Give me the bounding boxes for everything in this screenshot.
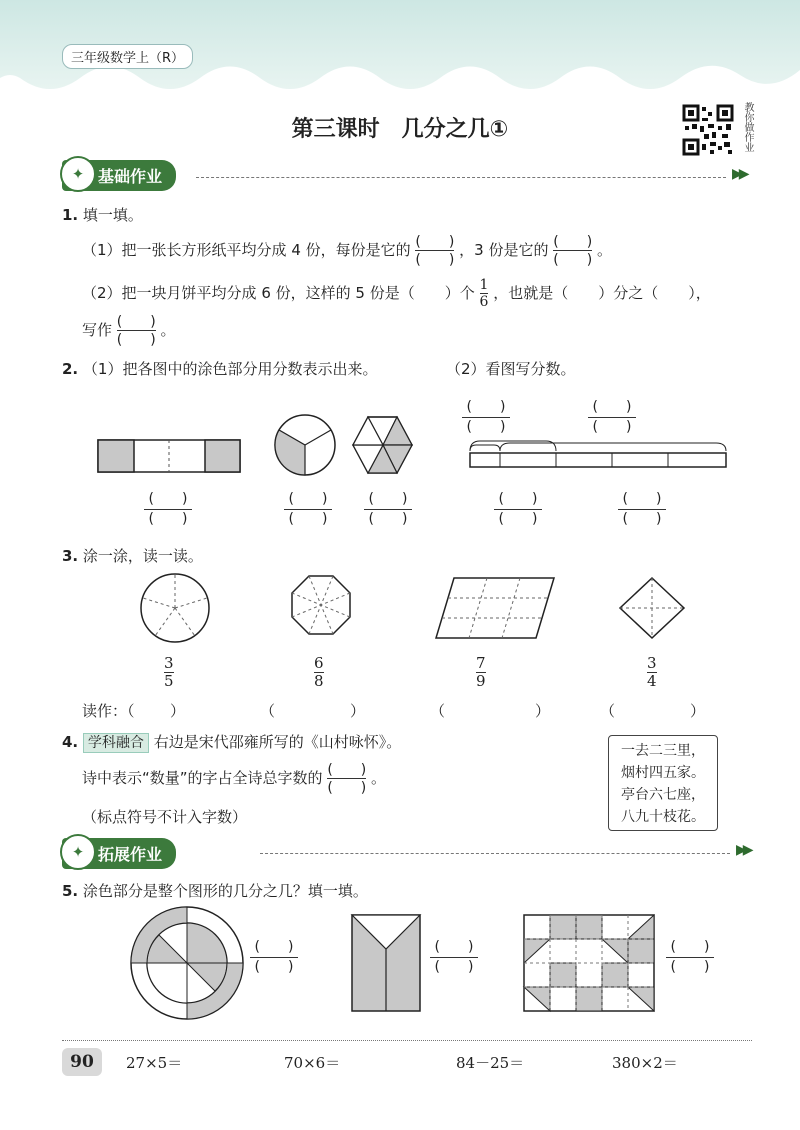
q3-parallelogram[interactable] <box>436 578 554 638</box>
poem-line: 一去二三里， <box>621 743 705 759</box>
q4-line2: 诗中表示“数量”的字占全诗总字数的 $\frac{( )}{( )}$ 。 <box>82 762 387 796</box>
footer-item: 27×5＝ <box>126 1054 183 1072</box>
page-title: 第三课时 几分之几① <box>291 117 509 142</box>
q3-fraction-2: 6 8 <box>314 654 324 690</box>
q1-part2-write: 写作 $\frac{( )}{( )}$ 。 <box>82 314 176 348</box>
q3-read-blank-2[interactable]: （ ） <box>260 702 366 720</box>
q3-octagon[interactable] <box>292 576 350 634</box>
q2-bar-blank-2[interactable]: ( ) ( ) <box>582 400 642 434</box>
q1-part1: （1）把一张长方形纸平均分成 4 份，每份是它的 $\frac{( )}{( )}$ ，3 份是它的 $\frac{( )}{( )}$ 。 <box>82 234 612 268</box>
q2-part2: （2）看图写分数。 <box>446 360 576 378</box>
fraction-blank[interactable]: $\frac{( )}{( )}$ <box>116 314 156 348</box>
arrow-icon: ▶▶ <box>732 166 746 182</box>
q1-part2: （2）把一块月饼平均分成 6 份，这样的 5 份是（ ）个 $\frac{1}{6}$ ，也就是（ ）分之（ ）， <box>82 277 711 310</box>
q5-ring <box>131 907 243 1019</box>
q3-diamond[interactable] <box>620 578 684 638</box>
q2-bar-blank-3[interactable]: ( ) ( ) <box>488 492 548 526</box>
q4-note: （标点符号不计入字数） <box>82 808 248 826</box>
q5-text: 涂色部分是整个图形的几分之几？填一填。 <box>82 882 368 900</box>
poem-line: 亭台六七座， <box>621 787 705 803</box>
q3-fraction-4: 3 4 <box>647 654 657 690</box>
fraction-blank[interactable]: $\frac{( )}{( )}$ <box>327 762 367 796</box>
q5-blank-3[interactable]: ( ) ( ) <box>660 940 720 974</box>
section-extended: ✦ 拓展作业 <box>62 838 176 868</box>
q2-segment-bar <box>470 441 726 467</box>
footer-item: 84－25＝ <box>456 1054 525 1072</box>
lightbulb-icon: ✦ <box>60 156 96 192</box>
footer-divider <box>62 1040 752 1041</box>
q2-number: 2. <box>62 360 79 378</box>
q4-text: 右边是宋代邵雍所写的《山村咏怀》。 <box>153 733 402 751</box>
divider <box>196 177 726 178</box>
q3-fraction-3: 7 9 <box>476 654 486 690</box>
q2-circle-blank[interactable]: ( ) ( ) <box>278 492 338 526</box>
q2-rect-blank[interactable]: ( ) ( ) <box>138 492 198 526</box>
footer-item: 70×6＝ <box>284 1054 341 1072</box>
q3-fraction-1: 3 5 <box>164 654 174 690</box>
q5-grid <box>524 915 654 1011</box>
qr-side-text: 教你做作业 <box>742 102 753 152</box>
q3-read-label: 读作：（ <box>82 702 135 720</box>
q2-rectangle <box>98 440 240 472</box>
q2-circle <box>275 415 335 475</box>
q4-tag: 学科融合 <box>83 733 149 753</box>
q2-bar-blank-4[interactable]: ( ) ( ) <box>612 492 672 526</box>
q5-envelope <box>352 915 420 1011</box>
q5-number: 5. <box>62 882 79 900</box>
qr-code <box>682 104 734 156</box>
q4-number: 4. <box>62 733 79 751</box>
divider <box>260 853 730 854</box>
section-basic: ✦ 基础作业 <box>62 160 176 190</box>
q2-figures <box>0 395 800 495</box>
q3-number: 3. <box>62 547 79 565</box>
fraction-blank[interactable]: $\frac{( )}{( )}$ <box>415 234 455 268</box>
q3-read-blank-3[interactable]: （ ） <box>430 702 551 720</box>
q3-read-blank-4[interactable]: （ ） <box>600 702 706 720</box>
fraction-blank[interactable]: $\frac{( )}{( )}$ <box>553 234 593 268</box>
q1-text: 填一填。 <box>82 206 143 224</box>
q3-read-blank-1[interactable]: ） <box>170 702 186 720</box>
lightbulb-icon: ✦ <box>60 834 96 870</box>
arrow-icon: ▶▶ <box>736 842 750 858</box>
footer-item: 380×2＝ <box>612 1054 678 1072</box>
q1-number: 1. <box>62 206 79 224</box>
poem-line: 八九十枝花。 <box>621 809 705 825</box>
poem-line: 烟村四五家。 <box>621 765 705 781</box>
q5-blank-2[interactable]: ( ) ( ) <box>424 940 484 974</box>
q2-part1: （1）把各图中的涂色部分用分数表示出来。 <box>82 360 378 378</box>
q3-circle[interactable] <box>141 574 209 642</box>
q3-figures <box>0 570 800 650</box>
fraction-one-sixth: $\frac{1}{6}$ <box>479 277 489 310</box>
q3-text: 涂一涂，读一读。 <box>82 547 203 565</box>
q2-bar-blank-1[interactable]: ( ) ( ) <box>456 400 516 434</box>
q2-hexagon <box>353 417 412 473</box>
q5-blank-1[interactable]: ( ) ( ) <box>244 940 304 974</box>
q2-hexagon-blank[interactable]: ( ) ( ) <box>358 492 418 526</box>
page-number: 90 <box>62 1048 102 1076</box>
poem-box <box>608 735 718 831</box>
header-label: 三年级数学上（R） <box>62 44 193 69</box>
